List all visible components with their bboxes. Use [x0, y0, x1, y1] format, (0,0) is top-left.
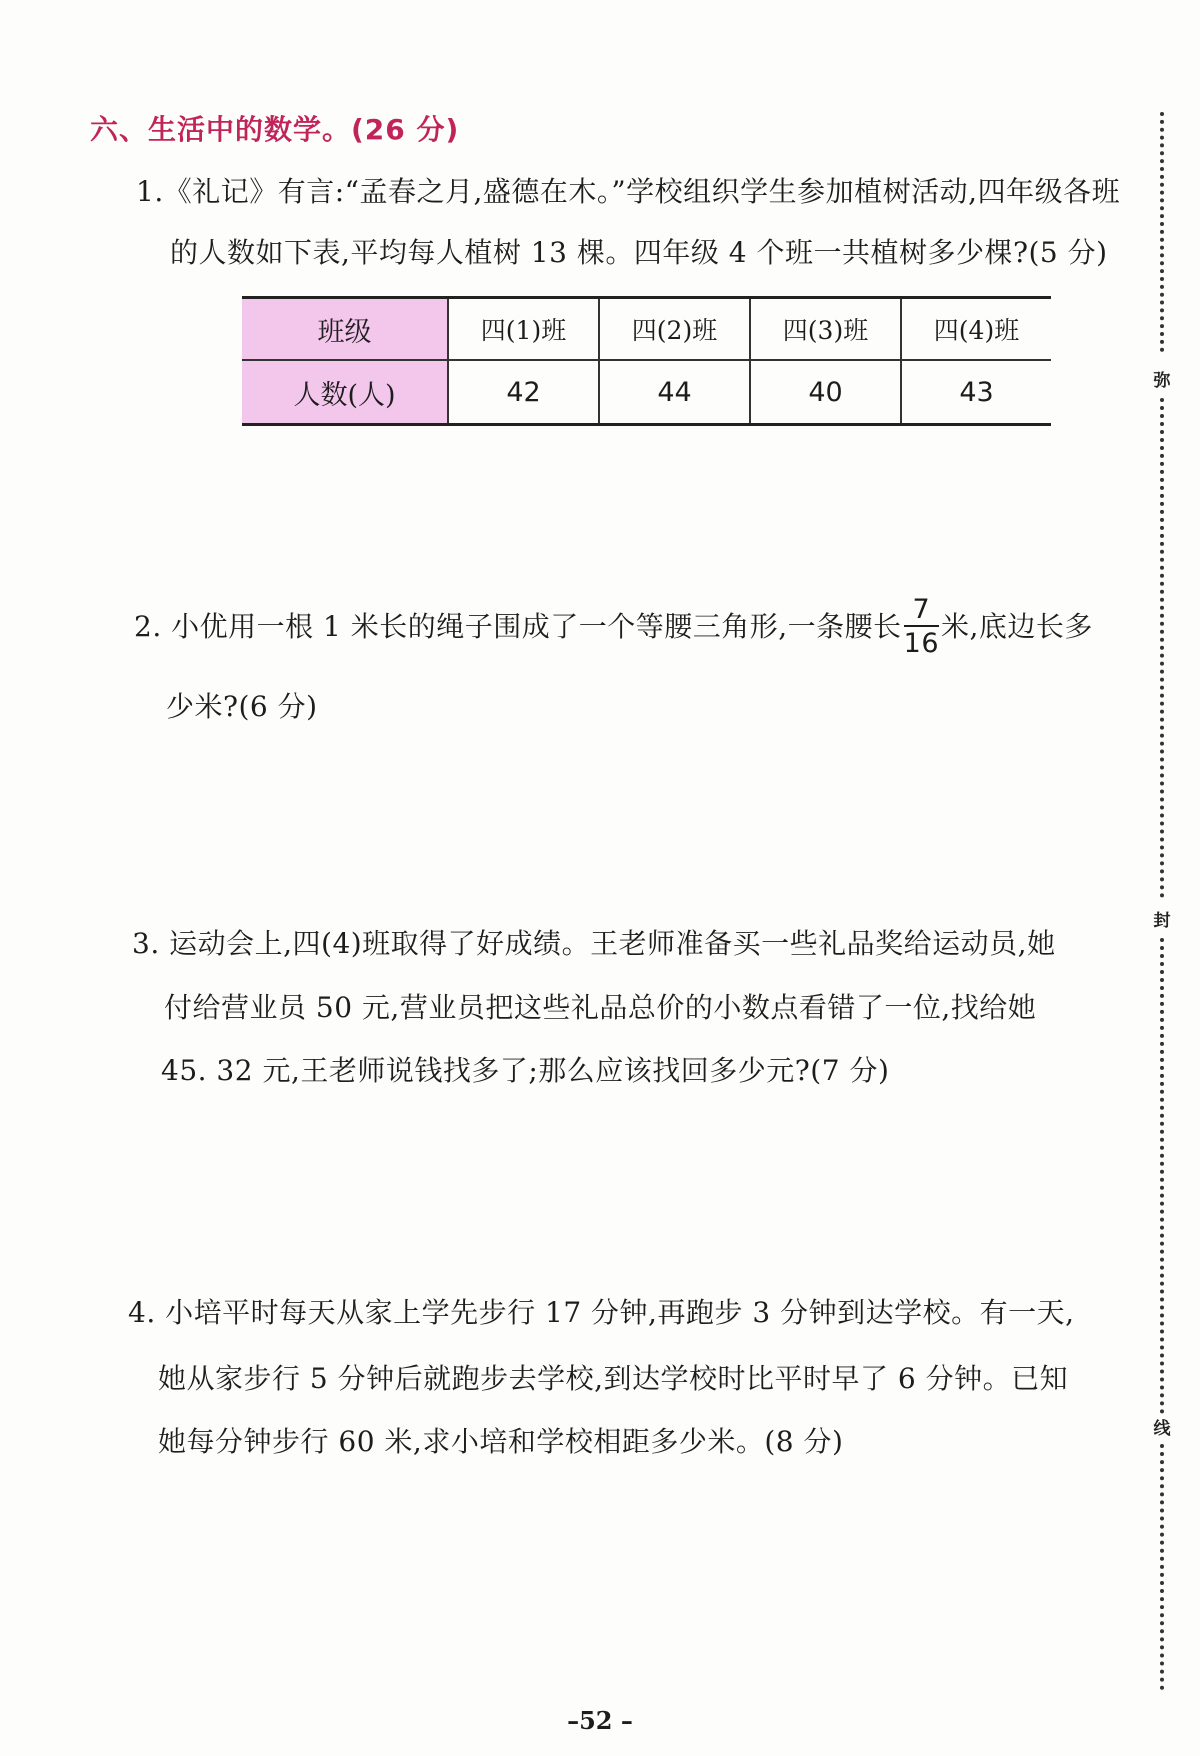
question-2-line-1	[134, 594, 1093, 659]
table-class-2: 四(2)班	[599, 298, 750, 361]
binding-label-feng: 封	[1153, 911, 1171, 931]
table-header-row	[242, 298, 1051, 361]
binding-dotted-line	[1160, 112, 1164, 352]
table-count-4: 43	[901, 360, 1051, 425]
page-number: –52 –	[567, 1706, 633, 1735]
binding-label-mi: 弥	[1153, 371, 1171, 391]
binding-dotted-line	[1160, 938, 1164, 1414]
table-count-2: 44	[599, 360, 750, 425]
binding-label-xian: 线	[1153, 1419, 1171, 1439]
table-row-label: 人数(人)	[242, 360, 448, 425]
question-4-line-3: 她每分钟步行 60 米,求小培和学校相距多少米。(8 分)	[158, 1425, 844, 1458]
question-2-text-after: 米,底边长多	[941, 610, 1093, 643]
binding-dotted-line	[1160, 398, 1164, 898]
question-3-line-1: 3. 运动会上,四(4)班取得了好成绩。王老师准备买一些礼品奖给运动员,她	[132, 927, 1056, 960]
question-4-line-2: 她从家步行 5 分钟后就跑步去学校,到达学校时比平时早了 6 分钟。已知	[158, 1362, 1069, 1395]
question-2-line-2: 少米?(6 分)	[166, 690, 318, 723]
table-header-label: 班级	[242, 298, 448, 361]
table-class-1: 四(1)班	[448, 298, 599, 361]
section-title: 六、生活中的数学。(26 分)	[90, 113, 460, 146]
question-3-line-3: 45. 32 元,王老师说钱找多了;那么应该找回多少元?(7 分)	[161, 1054, 890, 1087]
question-4-line-1: 4. 小培平时每天从家上学先步行 17 分钟,再跑步 3 分钟到达学校。有一天,	[128, 1296, 1075, 1329]
table-class-3: 四(3)班	[750, 298, 901, 361]
question-1-line-2: 的人数如下表,平均每人植树 13 棵。四年级 4 个班一共植树多少棵?(5 分)	[170, 236, 1108, 269]
table-count-3: 40	[750, 360, 901, 425]
question-2-text-before: 2. 小优用一根 1 米长的绳子围成了一个等腰三角形,一条腰长	[134, 610, 902, 643]
table-count-1: 42	[448, 360, 599, 425]
class-count-table	[242, 296, 1051, 426]
table-count-row	[242, 360, 1051, 425]
fraction-denominator: 16	[903, 628, 939, 659]
fraction-numerator: 7	[904, 596, 939, 627]
question-3-line-2: 付给营业员 50 元,营业员把这些礼品总价的小数点看错了一位,找给她	[164, 991, 1037, 1024]
binding-dotted-line	[1160, 1444, 1164, 1690]
question-1-line-1: 1.《礼记》有言:“孟春之月,盛德在木。”学校组织学生参加植树活动,四年级各班	[136, 175, 1121, 208]
fraction	[904, 596, 939, 657]
table-class-4: 四(4)班	[901, 298, 1051, 361]
